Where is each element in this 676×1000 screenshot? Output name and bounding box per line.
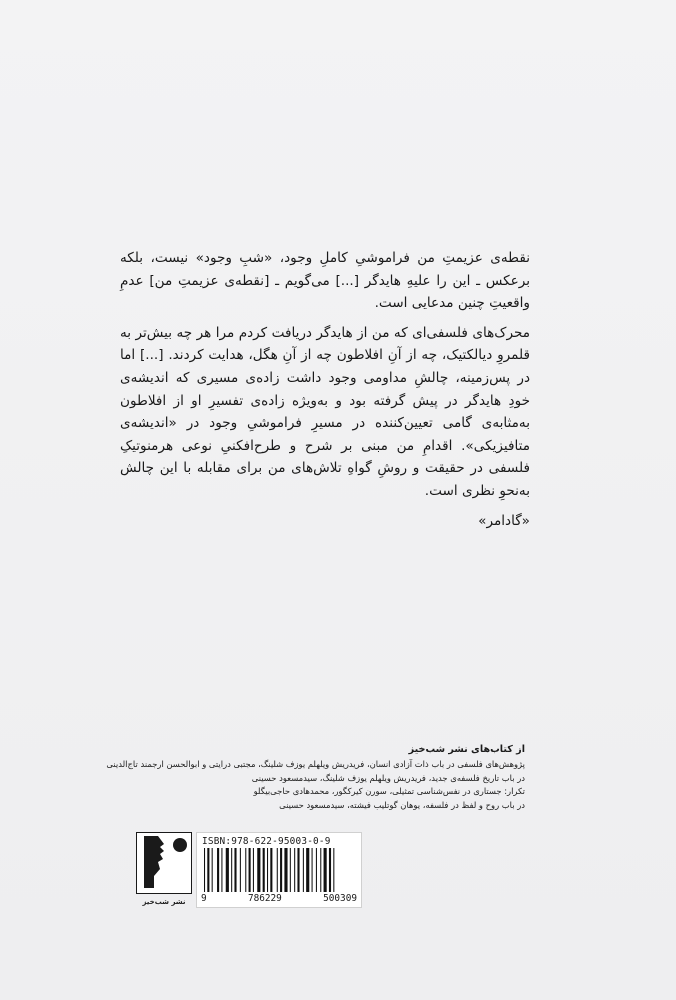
barcode-bar	[231, 848, 232, 892]
barcode-bar	[204, 848, 205, 892]
publisher-logo-icon	[136, 832, 192, 894]
barcode-bar	[253, 848, 254, 892]
barcode-bar	[312, 848, 313, 892]
catalog-item: پژوهش‌های فلسفی در باب ذات آزادی انسان، فریدریش ویلهلم یوزف شلینگ، مجتبی درایتی و ابوالحسن ارجمند تاج‌الدینی	[106, 759, 525, 770]
barcode-bar	[257, 848, 260, 892]
barcode-digit-group-left: 786229	[247, 893, 282, 904]
barcode-bar	[290, 848, 291, 892]
barcode-bar	[316, 848, 317, 892]
publisher-logo	[136, 832, 192, 906]
barcode-bar	[226, 848, 229, 892]
barcode-bar	[294, 848, 295, 892]
barcode-bars	[202, 848, 356, 892]
barcode-bar	[217, 848, 219, 892]
barcode-bar	[234, 848, 236, 892]
catalog-item: تکرار: جستاری در نفس‌شناسی تمثیلی، سورن کیرکگور، محمدهادی حاجی‌بیگلو	[253, 786, 525, 797]
barcode-bar	[245, 848, 246, 892]
isbn-label: ISBN:978-622-95003-0-9	[202, 836, 331, 847]
barcode-bar	[249, 848, 251, 892]
barcode-bar	[270, 848, 272, 892]
quote-paragraph-1: نقطه‌ی عزیمتِ من فراموشیِ کاملِ وجود، «شبِ وجود» نیست، بلکه برعکس ـ این را علیهِ هایدگر [...] می‌گویم ـ [نقطه‌ی عزیمتِ من] عدمِ واقعیتِ چنین مدعایی است.	[120, 250, 530, 312]
barcode-bar	[333, 848, 334, 892]
barcode-bar	[240, 848, 241, 892]
barcode-bar	[280, 848, 282, 892]
publisher-logo-text: نشر شب‌خیز	[142, 898, 186, 906]
quote-author: «گادامر»	[478, 512, 530, 529]
barcode-bar	[221, 848, 222, 892]
catalog-item: در باب تاریخ فلسفه‌ی جدید، فریدریش ویلهلم یوزف شلینگ، سیدمسعود حسینی	[251, 772, 525, 783]
barcode-bar	[329, 848, 331, 892]
barcode-bar	[267, 848, 268, 892]
catalog-heading: از کتاب‌های نشر شب‌خیز	[408, 744, 525, 755]
barcode-bar	[277, 848, 278, 892]
catalog-item: در باب روح و لفظ در فلسفه، یوهان گوتلیب فیشته، سیدمسعود حسینی	[279, 799, 525, 810]
isbn-barcode-box	[196, 832, 362, 908]
barcode-bar	[263, 848, 265, 892]
barcode-bar	[297, 848, 299, 892]
barcode-bar	[303, 848, 304, 892]
barcode-bar	[320, 848, 321, 892]
barcode-bar	[212, 848, 213, 892]
barcode-bar	[324, 848, 327, 892]
barcode-digits	[201, 893, 357, 904]
barcode-digit-prefix: 9	[201, 893, 207, 904]
barcode-bar	[306, 848, 309, 892]
quote-excerpt	[120, 247, 530, 539]
quote-paragraph-2: محرک‌های فلسفی‌ای که من از هایدگر دریافت کردم مرا هر چه بیش‌تر به قلمروِ دیالکتیک، چه از آنِ افلاطون چه از آنِ هگل، هدایت کردند. [...] اما در پس‌زمینه، چالشِ مداومی وجود داشت زاده‌ی مسیری که اندیشه‌ی خودِ هایدگر در پیش گرفته بود و به‌ویژه زاده‌ی تفسیرِ او از افلاطون به‌مثابه‌ی گامی تعیین‌کننده در مسیرِ فراموشیِ وجود در «اندیشه‌ی متافیزیکی». اقدامِ من مبنی بر شرح و طرح‌افکنیِ نوعی هرمنوتیکِ فلسفی در حقیقت و روشِ گواهِ تلاش‌های من برای مقابله با این چالش به‌نحوِ نظری است.	[120, 324, 530, 499]
publisher-catalog	[106, 743, 525, 812]
barcode-bar	[284, 848, 287, 892]
barcode-digit-group-right: 500309	[323, 893, 357, 904]
barcode-bar	[207, 848, 209, 892]
